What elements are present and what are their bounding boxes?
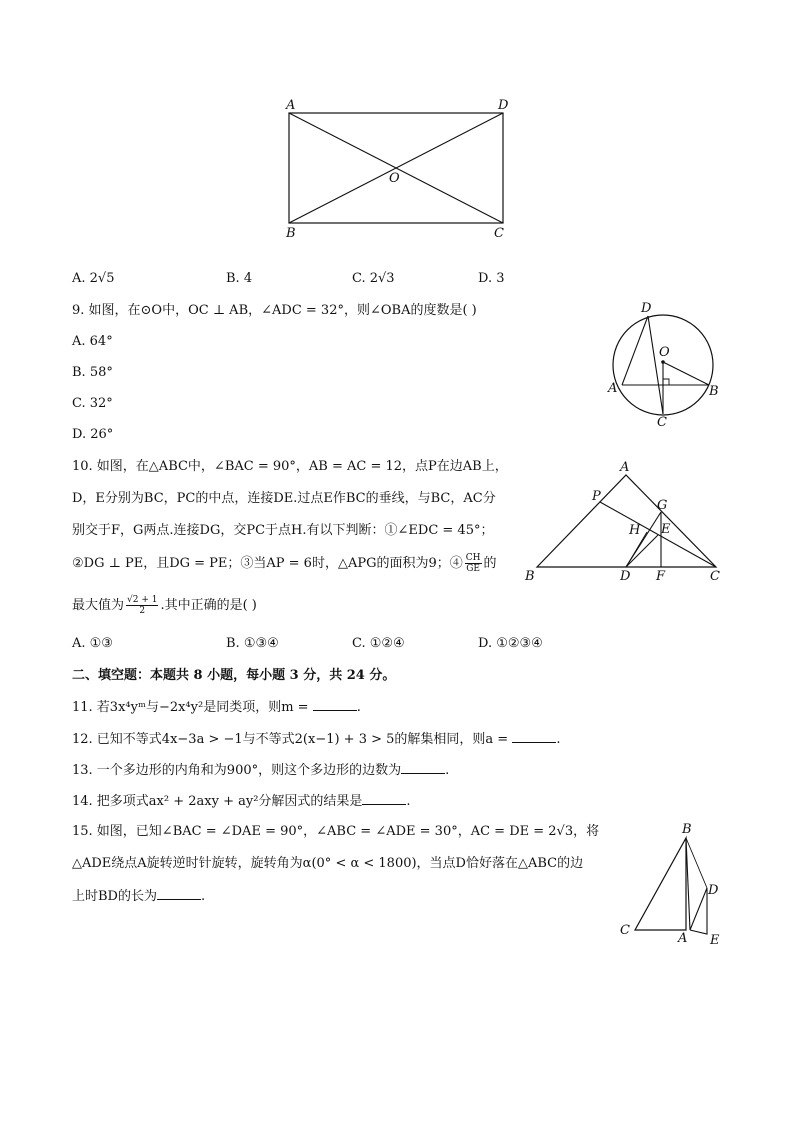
rot-label-d: D [708, 883, 719, 898]
q9-option-d: D. 26° [72, 427, 114, 442]
tri-label-g: G [657, 498, 668, 513]
q14 [72, 792, 411, 811]
q15-line-2: △ADE绕点A旋转逆时针旋转，旋转角为α(0° < α < 1800)，当点D恰好落在△ABC的边 [72, 856, 584, 871]
circle-figure [605, 300, 725, 430]
q10-max-numerator: √2 + 1 [127, 595, 158, 605]
q8-option-a: A. 2√5 [72, 271, 115, 286]
q8-option-b: B. 4 [226, 271, 253, 286]
tri-label-h: H [629, 523, 641, 538]
rot-label-a: A [678, 931, 688, 946]
q10-line-5-tail: .其中正确的是( ) [160, 598, 257, 613]
q10-line-4 [72, 553, 497, 574]
q10-line-1: 10. 如图，在△ABC中，∠BAC = 90°，AB = AC = 12，点P在边AB上， [72, 459, 508, 474]
q10-ratio-numerator: CH [465, 553, 481, 563]
q13 [72, 761, 449, 780]
q11-answer-blank[interactable] [313, 698, 357, 711]
q9-option-c: C. 32° [72, 396, 113, 411]
q9-option-a: A. 64° [72, 334, 113, 349]
q14-period: . [406, 794, 411, 809]
q15-answer-blank[interactable] [157, 887, 201, 900]
q10-max-denominator: 2 [139, 606, 146, 616]
q10-line-5 [72, 595, 257, 616]
tri-label-d: D [620, 569, 631, 584]
q12-text: 12. 已知不等式4x−3a > −1与不等式2(x−1) + 3 > 5的解集相同，则a = [72, 732, 509, 747]
circle-label-d: D [641, 301, 652, 316]
tri-label-b: B [525, 569, 535, 584]
rect-label-o: O [389, 171, 400, 186]
section-2-heading: 二、填空题：本题共 8 小题，每小题 3 分，共 24 分。 [72, 668, 396, 683]
q12-period: . [556, 732, 561, 747]
rot-label-c: C [620, 923, 630, 938]
q13-answer-blank[interactable] [401, 761, 445, 774]
q15-line-3-text: 上时BD的长为 [72, 889, 157, 904]
tri-label-f: F [656, 569, 666, 584]
rotation-figure [615, 820, 725, 950]
q10-ratio-fraction [465, 553, 482, 574]
rectangle-figure [280, 95, 520, 245]
tri-label-c: C [710, 569, 720, 584]
q14-text: 14. 把多项式ax² + 2axy + ay²分解因式的结果是 [72, 794, 363, 809]
q10-option-c: C. ①②④ [352, 636, 405, 651]
q11-period: . [356, 700, 361, 715]
triangle-figure [520, 455, 735, 590]
q14-answer-blank[interactable] [362, 792, 406, 805]
rect-label-b: B [286, 226, 296, 241]
rect-label-d: D [498, 98, 509, 113]
q13-period: . [445, 763, 450, 778]
q10-line-4-tail: 的 [483, 556, 497, 571]
q11 [72, 698, 361, 717]
tri-label-a: A [620, 460, 630, 475]
q8-option-d: D. 3 [478, 271, 505, 286]
q12-answer-blank[interactable] [512, 730, 556, 743]
rect-label-c: C [494, 226, 504, 241]
tri-label-p: P [592, 489, 601, 504]
q15-line-3 [72, 887, 205, 906]
q15-period: . [200, 889, 206, 904]
rot-label-b: B [682, 822, 692, 837]
circle-label-b: B [709, 384, 719, 399]
q15-line-1: 15. 如图，已知∠BAC = ∠DAE = 90°，∠ABC = ∠ADE = 30°，AC = DE = 2√3，将 [72, 824, 600, 839]
circle-label-c: C [657, 415, 667, 430]
q8-option-c: C. 2√3 [352, 271, 395, 286]
tri-label-e: E [661, 522, 671, 537]
rect-label-a: A [286, 98, 296, 113]
q10-option-a: A. ①③ [72, 636, 113, 651]
rot-label-e: E [710, 933, 720, 948]
q10-max-fraction [126, 595, 158, 616]
q9-stem: 9. 如图，在⊙O中，OC ⊥ AB，∠ADC = 32°，则∠OBA的度数是( ) [72, 303, 477, 318]
circle-label-o: O [659, 345, 670, 360]
q9-option-b: B. 58° [72, 365, 113, 380]
circle-label-a: A [608, 381, 618, 396]
q10-line-4-text: ②DG ⊥ PE，且DG = PE；③当AP = 6时，△APG的面积为9；④ [72, 556, 463, 571]
q13-text: 13. 一个多边形的内角和为900°，则这个多边形的边数为 [72, 763, 402, 778]
q10-line-3: 别交于F，G两点.连接DG，交PC于点H.有以下判断：①∠EDC = 45°； [72, 523, 494, 538]
q10-option-d: D. ①②③④ [478, 636, 543, 651]
q10-ratio-denominator: GE [466, 564, 480, 574]
q10-line-5-text: 最大值为 [72, 598, 125, 613]
q10-option-b: B. ①③④ [226, 636, 279, 651]
q10-line-2: D，E分别为BC，PC的中点，连接DE.过点E作BC的垂线，与BC，AC分 [72, 491, 496, 506]
q12 [72, 730, 560, 749]
q11-text: 11. 若3x⁴yᵐ与−2x⁴y²是同类项，则m = [72, 700, 309, 715]
